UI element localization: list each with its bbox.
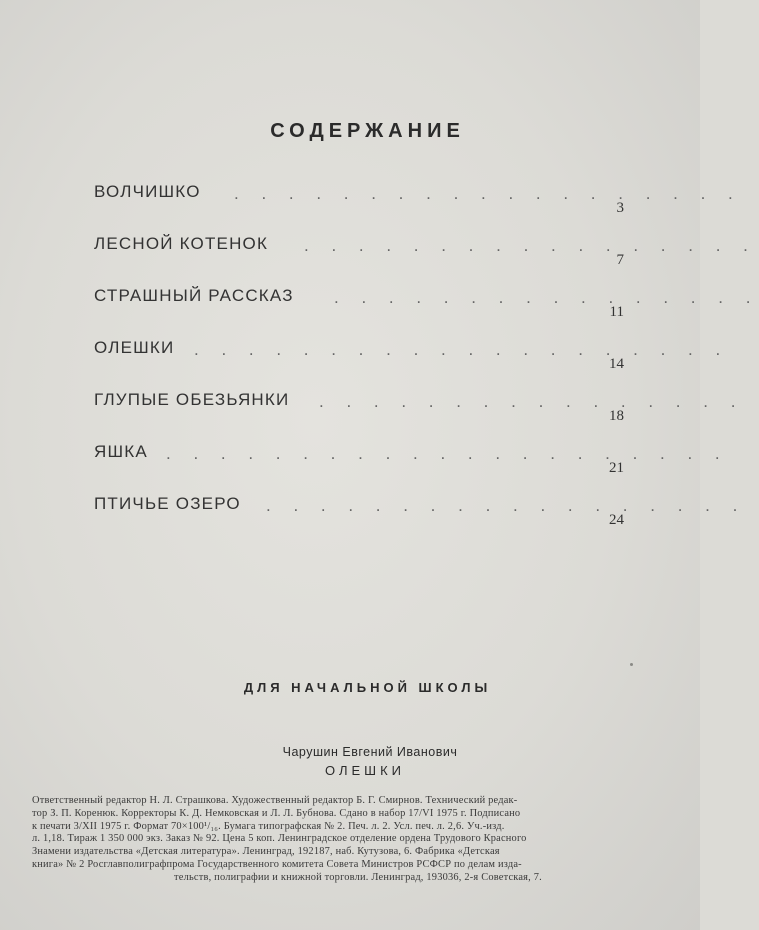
toc-entry-page: 3 — [616, 200, 624, 216]
toc-entry-page: 24 — [609, 512, 624, 528]
imprint-line: книга» № 2 Росглавполиграфпрома Государственного комитета Совета Министров РСФСР по делам изда- — [32, 858, 522, 870]
imprint-line: Ответственный редактор Н. Л. Страшкова. Художественный редактор Б. Г. Смирнов. Технический редак- — [32, 795, 518, 806]
imprint-line: л. 1,18. Тираж 1 350 000 экз. Заказ № 92. Цена 5 коп. Ленинградское отделение ордена Трудового Красного — [32, 833, 527, 845]
toc-leader-dots: . . . . . . . . . . . . . . . . — [319, 392, 745, 411]
paper-speck — [630, 663, 633, 666]
toc-entry — [94, 328, 730, 380]
toc-entry-title: ЯШКА — [94, 442, 148, 461]
imprint-line: к печати 3/XII 1975 г. Формат 70×100¹/₁₆. Бумага типографская № 2. Печ. л. 2. Усл. печ. л. 2,6. Уч.-изд. — [32, 820, 505, 832]
imprint-line: Знамени издательства «Детская литература». Ленинград, 192187, наб. Кутузова, 6. Фабрика «Детская — [32, 846, 500, 858]
toc-entry-page: 7 — [616, 252, 624, 268]
toc-leader-dots: . . . . . . . . . . . . . . . . — [334, 288, 759, 307]
imprint-line: тельств, полиграфии и книжной торговли. Ленинград, 193036, 2-я Советская, 7. — [174, 871, 542, 883]
toc-entry — [94, 276, 759, 328]
toc-entry-title: СТРАШНЫЙ РАССКАЗ — [94, 286, 294, 305]
toc-entry — [94, 172, 742, 224]
toc-entry — [94, 432, 729, 484]
toc-entry-page: 11 — [609, 304, 624, 320]
toc-entry-title: ВОЛЧИШКО — [94, 182, 201, 201]
toc-leader-dots: . . . . . . . . . . . . . . . . . . . . — [194, 340, 730, 359]
toc-entry-title: ГЛУПЫЕ ОБЕЗЬЯНКИ — [94, 390, 290, 409]
toc-leader-dots: . . . . . . . . . . . . . . . . . . . — [234, 184, 742, 203]
toc-entry-page: 21 — [609, 460, 624, 476]
toc-entry-page: 18 — [609, 408, 624, 424]
toc-entry — [94, 484, 747, 536]
toc-leader-dots: . . . . . . . . . . . . . . . . . . — [266, 496, 747, 515]
imprint-line: тор З. П. Коренюк. Корректоры К. Д. Немковская и Л. Л. Бубнова. Сдано в набор 17/VI 1975 г. Подписано — [32, 807, 521, 819]
toc-entry — [94, 380, 745, 432]
contents-heading: СОДЕРЖАНИЕ — [270, 120, 465, 142]
toc-entry-title: ЛЕСНОЙ КОТЕНОК — [94, 234, 269, 253]
toc-entry-title: ОЛЕШКИ — [94, 338, 175, 357]
author-name: Чарушин Евгений Иванович — [282, 745, 458, 759]
toc-entry-title: ПТИЧЬЕ ОЗЕРО — [94, 494, 241, 513]
book-title: ОЛЕШКИ — [325, 763, 405, 778]
toc-entry-page: 14 — [609, 356, 624, 372]
series-label: ДЛЯ НАЧАЛЬНОЙ ШКОЛЫ — [243, 680, 492, 695]
toc-entry — [94, 224, 757, 276]
toc-leader-dots: . . . . . . . . . . . . . . . . . . . . . — [166, 444, 729, 463]
toc-leader-dots: . . . . . . . . . . . . . . . . . — [304, 236, 757, 255]
table-of-contents — [94, 172, 759, 536]
imprint-block — [32, 795, 684, 885]
